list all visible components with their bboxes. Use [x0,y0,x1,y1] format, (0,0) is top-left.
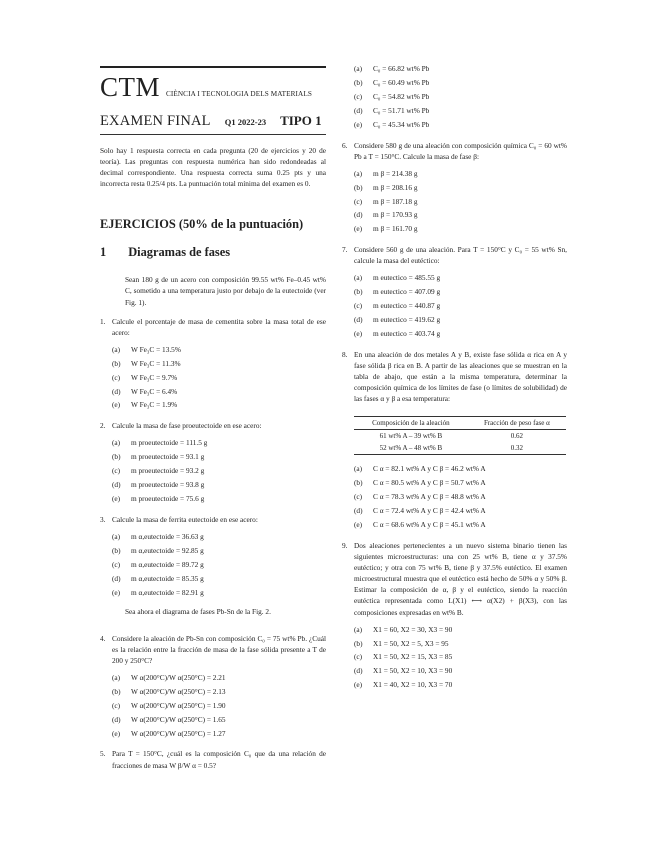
question-statement: Calcule la masa de fase proeutectoide en ese acero: [112,421,262,431]
question-9 [342,532,567,692]
answer-options [342,623,567,693]
option-letter: (e) [112,494,121,504]
option-letter: (c) [354,91,363,101]
option-text: W α(200°C)/W α(250°C) = 1.90 [131,700,226,710]
answer-option[interactable] [112,685,326,699]
option-letter: (a) [354,273,363,283]
answer-option[interactable] [112,450,326,464]
option-text: W Fe₃C = 6.4% [131,386,178,396]
answer-option[interactable] [354,76,567,90]
option-letter: (a) [112,344,121,354]
answer-option[interactable] [354,462,567,476]
answer-option[interactable] [354,222,567,236]
option-letter: (e) [112,400,121,410]
option-letter: (d) [354,666,363,676]
option-letter: (c) [112,466,121,476]
answer-option[interactable] [354,118,567,132]
answer-options [342,271,567,341]
option-letter: (b) [354,287,363,297]
table-cell: 52 wt% A – 48 wt% B [354,442,468,455]
question [100,506,326,600]
exam-term: Q1 2022-23 [224,117,267,127]
question-gap [342,341,567,349]
table-header: Composición de la aleación [354,417,468,430]
option-text: C α = 68.6 wt% A y C β = 45.1 wt% A [373,520,486,530]
question-number: 7. [342,245,348,255]
answer-option[interactable] [112,586,326,600]
option-letter: (d) [112,480,121,490]
option-text: C α = 80.5 wt% A y C β = 50.7 wt% A [373,478,486,488]
subsection-label: Diagramas de fases [128,245,231,260]
option-letter: (c) [112,559,121,569]
question-text [342,244,567,266]
option-text: W Fe₃C = 11.3% [131,358,181,368]
option-text: m α,eutectoide = 89.72 g [131,559,204,569]
option-text: m β = 161.70 g [373,224,418,234]
question-gap [100,740,326,748]
option-letter: (b) [354,182,363,192]
answer-options [100,343,326,413]
answer-option[interactable] [112,544,326,558]
answer-option[interactable] [354,299,567,313]
instructions: Solo hay 1 respuesta correcta en cada pregunta (20 de ejercicios y 20 de teoría). Las preguntas con respuesta numérica han sido redondeadas al decimal correspondiente. Una respuesta correcta suma 0.25 pts y una incorrecta resta 0.25/4 pts. La puntuación total mínima del examen es 0. [100,146,326,189]
option-letter: (e) [354,329,363,339]
answer-option[interactable] [354,104,567,118]
option-letter: (e) [354,520,363,530]
subsection-title [100,245,326,260]
problem-context: Sea ahora el diagrama de fases Pb-Sn de la Fig. 2. [125,606,271,616]
question-statement: Para T = 150°C, ¿cuál es la composición C₀ que da una relación de fracciones de masa W β/W α = 0.5? [112,749,326,770]
option-letter: (b) [112,546,121,555]
question-statement: Considere 580 g de una aleación con composición química C₀ = 60 wt% Pb a T = 150°C. Calcule la masa de fase β: [354,140,567,161]
question-gap [342,532,567,540]
option-letter: (e) [354,224,363,234]
right-column [342,62,567,692]
option-text: m β = 208.16 g [373,182,418,192]
question-number: 3. [100,515,106,524]
option-letter: (a) [112,438,121,448]
answer-options [100,530,326,600]
option-text: C₀ = 60.49 wt% Pb [373,77,430,87]
answer-options [100,436,326,506]
question-number: 4. [100,633,106,643]
option-text: m eutectico = 403.74 g [373,329,441,339]
exam-header [100,113,326,130]
header-divider [100,134,326,135]
option-text: C α = 78.3 wt% A y C β = 48.8 wt% A [373,492,486,502]
question [342,132,567,237]
answer-option[interactable] [112,699,326,713]
answer-option[interactable] [354,650,567,664]
answer-options [342,167,567,237]
problem-lead: Sean 180 g de un acero con composición 99.55 wt% Fe–0.45 wt% C, sometido a una temperatura justo por debajo de la eutectoide (ver Fig. 1). [125,275,326,307]
option-text: W Fe₃C = 1.9% [131,400,178,410]
question [100,412,326,506]
answer-option[interactable] [354,62,567,76]
answer-option[interactable] [112,385,326,399]
answer-option[interactable] [354,637,567,651]
question [100,316,326,413]
answer-option[interactable] [354,90,567,104]
question-statement: Considere 560 g de una aleación. Para T = 150°C y C₀ = 55 wt% Sn, calcule la masa del eutéctico: [354,245,567,266]
q8-options [342,462,567,532]
header-rule [100,66,326,68]
question [342,341,567,404]
option-text: m α,eutectoide = 85.35 g [131,573,204,583]
answer-option[interactable] [354,195,567,209]
option-text: m eutectico = 440.87 g [373,301,441,311]
option-text: C₀ = 66.82 wt% Pb [373,64,430,73]
answer-option[interactable] [354,327,567,341]
answer-option[interactable] [112,727,326,741]
option-text: C α = 82.1 wt% A y C β = 46.2 wt% A [373,464,486,474]
answer-option[interactable] [112,572,326,586]
option-letter: (d) [354,506,363,516]
question-text [342,140,567,162]
alloy-table [354,416,566,455]
question-text [100,514,326,525]
option-letter: (d) [354,210,363,220]
answer-option[interactable] [112,492,326,506]
option-letter: (b) [112,358,121,368]
table-cell: 61 wt% A – 39 wt% B [379,432,443,441]
left-column [100,66,326,771]
question-gap [342,132,567,140]
section-title: EJERCICIOS (50% de la puntuación) [100,217,304,232]
answer-option[interactable] [112,398,326,412]
option-letter: (e) [112,728,121,738]
left-questions [100,308,326,771]
option-text: X1 = 40, X2 = 10, X3 = 70 [373,680,453,690]
question-number: 1. [100,316,106,326]
table-cell: 0.62 [510,432,523,441]
option-letter: (d) [354,315,363,325]
option-text: C₀ = 51.71 wt% Pb [373,105,430,115]
answer-option[interactable] [354,271,567,285]
exam-title: EXAMEN FINAL [100,113,211,129]
question-number: 9. [342,540,348,550]
table-row [354,430,566,443]
question-text [100,633,326,666]
option-letter: (a) [112,532,121,542]
question-gap [100,308,326,316]
exam-type: TIPO 1 [280,113,322,128]
table-row [354,442,566,455]
option-text: m proeutectoide = 93.2 g [131,466,205,476]
option-text: m eutectico = 485.55 g [373,273,441,283]
question [100,625,326,741]
question [342,532,567,692]
option-text: X1 = 50, X2 = 15, X3 = 85 [373,652,453,662]
answer-option[interactable] [354,518,567,532]
option-text: W Fe₃C = 9.7% [131,372,178,382]
option-letter: (b) [112,686,121,696]
question-statement: Dos aleaciones pertenecientes a un nuevo sistema binario tienen las siguientes microestructuras: una con 25 wt% B, tiene α y 37.5% eutéctico; y otra con 75 wt% B, tiene β y 37.5% eutéctico. El examen microestructural muestra que el eutéctico está hecho de 50% α y 50% β. Estimar la composición de α, β y el eutéctico, siendo la reacción eutéctica representada como L(X1) ⟷ α(X2) + β(X3), con las composiciones expresadas en wt% B. [354,540,567,617]
answer-option[interactable] [112,530,326,544]
answer-option[interactable] [354,476,567,490]
answer-option[interactable] [354,285,567,299]
answer-options [100,671,326,741]
option-text: C₀ = 45.34 wt% Pb [373,119,430,129]
question-number: 6. [342,140,348,150]
table-cell: 0.32 [468,442,566,455]
option-text: m eutectico = 407.09 g [373,287,441,297]
option-text: m eutectico = 419.62 g [373,315,441,325]
option-text: W α(200°C)/W α(250°C) = 1.27 [131,728,226,738]
right-questions [342,132,567,405]
question-number: 8. [342,349,348,359]
course-header [100,72,326,103]
option-letter: (b) [354,478,363,488]
option-text: X1 = 50, X2 = 5, X3 = 95 [373,638,449,648]
answer-option[interactable] [112,464,326,478]
option-letter: (b) [354,77,363,87]
option-text: m proeutectoide = 111.5 g [131,438,208,448]
table-header: Fracción de peso fase α [468,417,566,430]
option-text: m β = 214.38 g [373,168,418,178]
option-text: W Fe₃C = 13.5% [131,344,181,354]
course-acronym: CTM [100,72,161,102]
answer-option[interactable] [112,357,326,371]
q5-options [342,62,567,132]
option-letter: (b) [354,638,363,648]
subsection-number: 1 [100,245,107,260]
option-text: m proeutectoide = 93.1 g [131,452,205,462]
option-letter: (a) [354,624,363,634]
option-text: m proeutectoide = 75.6 g [131,494,205,504]
option-text: W α(200°C)/W α(250°C) = 1.65 [131,714,226,724]
question-statement: Considere la aleación de Pb-Sn con composición C₀ = 75 wt% Pb. ¿Cuál es la relación entre la fracción de masa de la fase sólida presente a T de 200 y 250°C? [112,633,326,665]
option-text: C α = 72.4 wt% A y C β = 42.4 wt% A [373,506,486,516]
course-full-name: CIÈNCIA I TECNOLOGIA DELS MATERIALS [166,90,312,98]
option-text: X1 = 60, X2 = 30, X3 = 90 [373,624,453,634]
answer-option[interactable] [354,504,567,518]
option-text: W α(200°C)/W α(250°C) = 2.13 [131,686,226,696]
question-number: 5. [100,749,106,759]
option-letter: (a) [354,64,363,73]
question-gap [100,625,326,633]
option-letter: (c) [112,372,121,382]
option-text: m β = 187.18 g [373,196,418,206]
option-text: C₀ = 54.82 wt% Pb [373,91,430,101]
option-letter: (d) [112,714,121,724]
option-letter: (a) [354,168,363,178]
option-letter: (e) [354,119,363,129]
question-number: 2. [100,421,106,431]
option-letter: (a) [112,672,121,682]
answer-option[interactable] [112,343,326,357]
answer-option[interactable] [354,490,567,504]
question-text [342,540,567,618]
option-text: X1 = 50, X2 = 10, X3 = 90 [373,666,453,676]
question [342,236,567,341]
option-letter: (b) [112,452,121,462]
answer-option[interactable] [354,678,567,692]
option-letter: (e) [112,587,121,597]
question-text [100,420,326,431]
answer-option[interactable] [112,671,326,685]
answer-option[interactable] [354,208,567,222]
option-text: m α,eutectoide = 92.85 g [131,546,204,555]
answer-option[interactable] [354,167,567,181]
option-text: m α,eutectoide = 36.63 g [131,532,204,542]
option-text: m β = 170.93 g [373,210,418,220]
option-letter: (c) [354,492,363,502]
answer-option[interactable] [354,181,567,195]
question-text [100,748,326,770]
question-gap [100,412,326,420]
question-text [342,349,567,404]
option-text: m proeutectoide = 93.8 g [131,480,205,490]
answer-option[interactable] [112,478,326,492]
question [100,740,326,770]
option-letter: (a) [354,464,363,474]
option-text: W α(200°C)/W α(250°C) = 2.21 [131,672,226,682]
option-letter: (d) [112,573,121,583]
question-statement: En una aleación de dos metales A y B, existe fase sólida α rica en A y fase sólida β rica en B. A partir de las aleaciones que se muestran en la tabla de abajo, que están a la misma temperatura, determinar la composición química de los límites de fase (o límites de solubilidad) de las fases α y β a esa temperatura: [354,349,567,404]
answer-option[interactable] [112,371,326,385]
option-letter: (d) [354,105,363,115]
answer-option[interactable] [354,623,567,637]
option-letter: (c) [354,652,363,662]
question-text [100,316,326,338]
answer-option[interactable] [112,713,326,727]
question-gap [342,236,567,244]
option-letter: (c) [354,196,363,206]
option-letter: (c) [354,301,363,311]
answer-option[interactable] [354,313,567,327]
question-statement: Calcule la masa de ferrita eutectoide en ese acero: [112,515,258,524]
option-letter: (e) [354,680,363,690]
question-statement: Calcule el porcentaje de masa de cementita sobre la masa total de ese acero: [112,316,326,337]
option-text: m α,eutectoide = 82.91 g [131,587,204,597]
option-letter: (c) [112,700,121,710]
question-gap [100,506,326,514]
answer-option[interactable] [112,436,326,450]
answer-option[interactable] [354,664,567,678]
answer-option[interactable] [112,558,326,572]
option-letter: (d) [112,386,121,396]
